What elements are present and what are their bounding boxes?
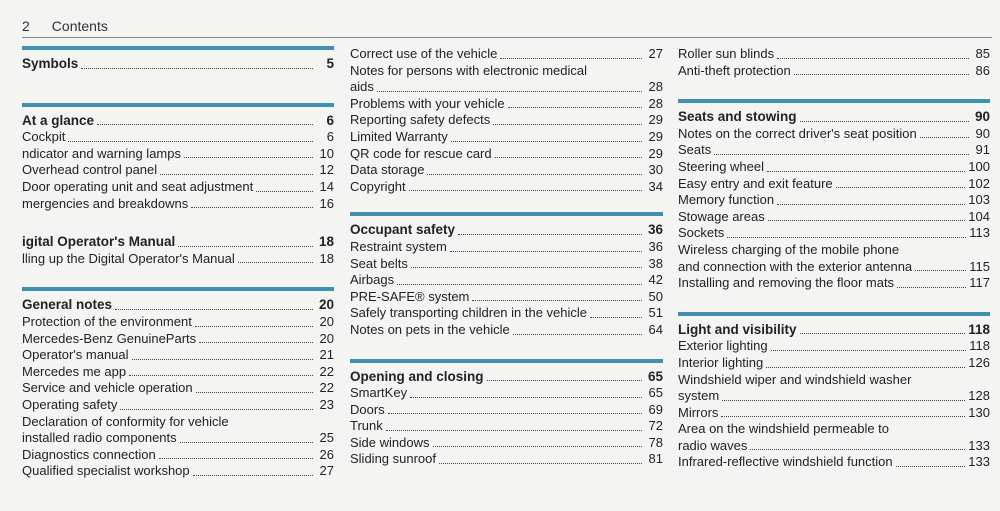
toc-page-number: 118: [968, 321, 990, 337]
toc-entry[interactable]: [22, 331, 334, 348]
toc-section-heading[interactable]: [22, 234, 334, 251]
toc-page-number: 42: [648, 272, 663, 288]
toc-section-heading[interactable]: [22, 113, 334, 130]
toc-entry-label: Limited Warranty: [350, 128, 448, 144]
toc-entry-label: Declaration of conformity for vehicle: [22, 413, 229, 429]
toc-page-number: 27: [319, 463, 334, 479]
toc-page-number: 86: [975, 62, 990, 78]
toc-page-number: 133: [968, 454, 990, 470]
toc-entry-label: Mercedes-Benz GenuineParts: [22, 330, 197, 346]
toc-entry[interactable]: [678, 454, 990, 471]
toc-entry[interactable]: [350, 289, 663, 306]
toc-page-number: 6: [326, 112, 334, 128]
toc-page-number: 20: [319, 313, 334, 329]
dot-leader: [178, 246, 313, 247]
toc-page-number: 18: [318, 234, 334, 250]
toc-entry[interactable]: [678, 159, 990, 176]
dot-leader: [132, 359, 313, 360]
dot-leader: [767, 171, 965, 172]
dot-leader: [238, 262, 313, 263]
toc-page-number: 28: [648, 79, 663, 95]
dot-leader: [493, 124, 642, 125]
toc-entry-label: Memory function: [678, 192, 775, 208]
toc-entry[interactable]: [678, 421, 990, 454]
toc-entry-label: Mirrors: [678, 404, 719, 420]
toc-page-number: 14: [319, 178, 334, 194]
dot-leader: [377, 91, 642, 92]
toc-entry[interactable]: [350, 402, 663, 419]
toc-entry-label: Notes for persons with electronic medical: [350, 62, 587, 78]
toc-page-number: 91: [975, 142, 990, 158]
dot-leader: [513, 334, 642, 335]
toc-entry-label: Overhead control panel: [22, 162, 158, 178]
dot-leader: [180, 442, 313, 443]
toc-page-number: 25: [319, 430, 334, 446]
toc-entry-label: Mercedes me app: [22, 363, 127, 379]
toc-page-number: 29: [648, 128, 663, 144]
toc-section-heading[interactable]: [678, 109, 990, 126]
toc-section: [22, 103, 334, 213]
toc-entry[interactable]: [350, 46, 663, 63]
toc-entry-label: and connection with the exterior antenna: [678, 258, 913, 274]
toc-page-number: 72: [648, 418, 663, 434]
toc-page-number: 29: [648, 145, 663, 161]
toc-page-number: 65: [648, 385, 663, 401]
toc-entry[interactable]: [678, 242, 990, 275]
toc-entry[interactable]: [22, 196, 334, 213]
dot-leader: [386, 430, 642, 431]
dot-leader: [439, 463, 642, 464]
dot-leader: [777, 204, 965, 205]
toc-entry-label: mergencies and breakdowns: [22, 195, 189, 211]
toc-entry[interactable]: [678, 176, 990, 193]
toc-entry[interactable]: [22, 380, 334, 397]
dot-leader: [897, 287, 966, 288]
toc-entry[interactable]: [678, 63, 990, 80]
toc-entry-label: Wireless charging of the mobile phone: [678, 241, 900, 257]
toc-entry-label: Infrared-reflective windshield function: [678, 454, 893, 470]
toc-entry[interactable]: [678, 355, 990, 372]
toc-section: [678, 312, 990, 471]
dot-leader: [472, 300, 642, 301]
toc-entry[interactable]: [678, 405, 990, 422]
dot-leader: [714, 154, 969, 155]
toc-entry-label: radio waves: [678, 437, 748, 453]
toc-section: [678, 99, 990, 292]
toc-entry-label: Copyright: [350, 178, 406, 194]
page-header: [22, 18, 108, 34]
toc-page-number: 103: [968, 192, 990, 208]
dot-leader: [750, 449, 965, 450]
dot-leader: [191, 207, 313, 208]
toc-entry[interactable]: [22, 179, 334, 196]
toc-entry-label: QR code for rescue card: [350, 145, 492, 161]
toc-entry-label: Safely transporting children in the vehicle: [350, 305, 588, 321]
toc-page-number: 69: [648, 401, 663, 417]
toc-entry-label: Diagnostics connection: [22, 446, 156, 462]
toc-page-number: 21: [319, 347, 334, 363]
toc-entry[interactable]: [350, 435, 663, 452]
toc-entry-label: Reporting safety defects: [350, 112, 491, 128]
header-divider: [22, 37, 992, 38]
dot-leader: [256, 191, 313, 192]
toc-page-number: 115: [969, 258, 990, 274]
toc-entry-label: Operator's manual: [22, 347, 129, 363]
toc-page-number: 30: [648, 162, 663, 178]
toc-page-number: 20: [318, 297, 334, 313]
toc-entry-label: Sockets: [678, 225, 725, 241]
dot-leader: [722, 400, 965, 401]
page-number: 2: [22, 18, 30, 34]
toc-entry[interactable]: [22, 463, 334, 480]
toc-entry-label: installed radio components: [22, 430, 177, 446]
toc-section: [678, 46, 990, 79]
toc-entry-label: Airbags: [350, 272, 395, 288]
toc-page-number: 36: [647, 222, 663, 238]
dot-leader: [794, 74, 969, 75]
dot-leader: [721, 416, 965, 417]
toc-entry[interactable]: [22, 162, 334, 179]
toc-page-number: 38: [648, 255, 663, 271]
toc-page-number: 29: [648, 112, 663, 128]
toc-heading-label: Light and visibility: [678, 321, 797, 337]
toc-entry-label: Stowage areas: [678, 208, 765, 224]
dot-leader: [159, 458, 313, 459]
toc-entry-label: Service and vehicle operation: [22, 380, 193, 396]
toc-entry-label: Interior lighting: [678, 354, 764, 370]
dot-leader: [836, 187, 966, 188]
dot-leader: [768, 220, 966, 221]
toc-heading-label: Occupant safety: [350, 222, 456, 238]
dot-leader: [896, 466, 966, 467]
toc-heading-label: Opening and closing: [350, 368, 484, 384]
toc-column-3: [678, 46, 990, 471]
toc-entry[interactable]: [678, 126, 990, 143]
toc-page-number: 81: [648, 451, 663, 467]
dot-leader: [196, 392, 313, 393]
toc-entry[interactable]: [678, 209, 990, 226]
toc-entry[interactable]: [350, 385, 663, 402]
toc-section-heading[interactable]: [22, 297, 334, 314]
toc-entry-label: Correct use of the vehicle: [350, 46, 498, 61]
dot-leader: [800, 121, 969, 122]
dot-leader: [115, 309, 313, 310]
toc-page-number: 16: [319, 195, 334, 211]
toc-entry[interactable]: [350, 239, 663, 256]
dot-leader: [727, 237, 966, 238]
toc-entry[interactable]: [350, 322, 663, 339]
toc-entry[interactable]: [22, 314, 334, 331]
toc-page-number: 22: [319, 380, 334, 396]
toc-entry[interactable]: [678, 225, 990, 242]
toc-page-number: 113: [969, 225, 990, 241]
dot-leader: [427, 174, 642, 175]
toc-entry-label: Side windows: [350, 434, 430, 450]
toc-page-number: 26: [319, 446, 334, 462]
dot-leader: [800, 333, 966, 334]
toc-entry-label: aids: [350, 79, 374, 95]
toc-entry[interactable]: [350, 129, 663, 146]
toc-page-number: 20: [319, 330, 334, 346]
toc-entry[interactable]: [678, 192, 990, 209]
toc-entry[interactable]: [350, 272, 663, 289]
toc-page-number: 22: [319, 363, 334, 379]
dot-leader: [411, 267, 642, 268]
toc-entry[interactable]: [350, 418, 663, 435]
dot-leader: [195, 326, 313, 327]
toc-page-number: 130: [968, 404, 990, 420]
dot-leader: [458, 234, 642, 235]
toc-entry[interactable]: [678, 338, 990, 355]
toc-entry[interactable]: [350, 146, 663, 163]
dot-leader: [193, 475, 313, 476]
toc-page-number: 104: [968, 208, 990, 224]
toc-page-number: 90: [974, 109, 990, 125]
toc-section-heading[interactable]: [22, 56, 334, 73]
toc-entry-label: PRE-SAFE® system: [350, 288, 470, 304]
toc-page-number: 27: [648, 46, 663, 61]
toc-entry-label: Roller sun blinds: [678, 46, 775, 61]
toc-entry[interactable]: [22, 129, 334, 146]
toc-entry[interactable]: [22, 347, 334, 364]
toc-section: [350, 359, 663, 469]
toc-entry[interactable]: [22, 414, 334, 447]
toc-page-number: 36: [648, 238, 663, 254]
toc-page-number: 65: [647, 368, 663, 384]
dot-leader: [120, 409, 313, 410]
dot-leader: [508, 107, 642, 108]
dot-leader: [81, 68, 313, 69]
page-title: Contents: [51, 18, 108, 34]
dot-leader: [409, 190, 642, 191]
toc-entry-label: Restraint system: [350, 238, 447, 254]
toc-entry-label: Problems with your vehicle: [350, 95, 505, 111]
toc-entry[interactable]: [350, 179, 663, 196]
toc-section-heading[interactable]: [678, 322, 990, 339]
dot-leader: [451, 141, 642, 142]
toc-heading-label: Seats and stowing: [678, 109, 797, 125]
toc-page-number: 50: [648, 288, 663, 304]
toc-entry[interactable]: [22, 447, 334, 464]
toc-entry-label: Operating safety: [22, 396, 118, 412]
toc-entry-label: lling up the Digital Operator's Manual: [22, 250, 235, 266]
toc-section: [22, 46, 334, 73]
toc-section: [22, 234, 334, 267]
toc-section-heading[interactable]: [350, 222, 663, 239]
toc-page-number: 34: [648, 178, 663, 194]
dot-leader: [397, 284, 642, 285]
toc-entry[interactable]: [22, 397, 334, 414]
toc-entry-label: Notes on the correct driver's seat position: [678, 125, 917, 141]
toc-page-number: 51: [648, 305, 663, 321]
toc-section: [350, 46, 663, 195]
toc-entry-label: Installing and removing the floor mats: [678, 275, 895, 291]
toc-entry-label: Seats: [678, 142, 712, 158]
toc-entry[interactable]: [678, 372, 990, 405]
dot-leader: [766, 367, 965, 368]
toc-page-number: 6: [326, 129, 334, 145]
toc-entry[interactable]: [22, 364, 334, 381]
toc-entry-label: Sliding sunroof: [350, 451, 436, 467]
toc-entry[interactable]: [678, 142, 990, 159]
toc-column-1: [22, 46, 334, 480]
toc-entry-label: Qualified specialist workshop: [22, 463, 190, 479]
dot-leader: [487, 380, 642, 381]
toc-page-number: 128: [968, 388, 990, 404]
dot-leader: [97, 124, 313, 125]
toc-entry[interactable]: [350, 96, 663, 113]
dot-leader: [199, 342, 313, 343]
toc-entry-label: Cockpit: [22, 129, 66, 145]
toc-section: [22, 287, 334, 480]
toc-page-number: 117: [969, 275, 990, 291]
toc-page-number: 133: [968, 437, 990, 453]
toc-entry-label: Exterior lighting: [678, 338, 768, 354]
toc-entry-label: Easy entry and exit feature: [678, 175, 833, 191]
toc-entry[interactable]: [678, 275, 990, 292]
toc-entry[interactable]: [350, 305, 663, 322]
dot-leader: [450, 251, 642, 252]
toc-page-number: 102: [968, 175, 990, 191]
toc-section: [350, 212, 663, 338]
toc-page-number: 90: [975, 125, 990, 141]
toc-page-number: 78: [648, 434, 663, 450]
toc-entry-label: Steering wheel: [678, 158, 764, 174]
toc-entry[interactable]: [22, 251, 334, 268]
dot-leader: [500, 58, 642, 59]
toc-page-number: 12: [319, 162, 334, 178]
dot-leader: [777, 58, 969, 59]
toc-entry-label: Anti-theft protection: [678, 62, 791, 78]
toc-page-number: 23: [319, 396, 334, 412]
toc-heading-label: General notes: [22, 297, 113, 313]
toc-entry-label: Area on the windshield permeable to: [678, 421, 890, 437]
dot-leader: [410, 397, 642, 398]
toc-entry-label: system: [678, 388, 720, 404]
toc-column-2: [350, 46, 663, 468]
toc-entry-label: Protection of the environment: [22, 313, 192, 329]
toc-page-number: 64: [648, 321, 663, 337]
toc-heading-label: At a glance: [22, 112, 95, 128]
toc-page-number: 28: [648, 95, 663, 111]
toc-entry-label: Data storage: [350, 162, 425, 178]
toc-entry[interactable]: [22, 146, 334, 163]
toc-page-number: 18: [319, 250, 334, 266]
dot-leader: [495, 157, 642, 158]
toc-heading-label: Symbols: [22, 56, 79, 71]
dot-leader: [590, 317, 642, 318]
toc-heading-label: igital Operator's Manual: [22, 234, 176, 250]
dot-leader: [160, 174, 313, 175]
toc-entry-label: Door operating unit and seat adjustment: [22, 178, 254, 194]
dot-leader: [433, 446, 643, 447]
toc-entry-label: Trunk: [350, 418, 383, 434]
dot-leader: [68, 141, 313, 142]
dot-leader: [920, 137, 969, 138]
toc-entry[interactable]: [350, 256, 663, 273]
toc-entry-label: Windshield wiper and windshield washer: [678, 371, 912, 387]
dot-leader: [129, 375, 313, 376]
dot-leader: [184, 157, 313, 158]
toc-page-number: 5: [326, 56, 334, 71]
toc-page-number: 126: [968, 354, 990, 370]
dot-leader: [388, 413, 642, 414]
toc-entry-label: ndicator and warning lamps: [22, 145, 181, 161]
toc-entry[interactable]: [350, 162, 663, 179]
toc-page-number: 100: [968, 158, 990, 174]
toc-entry-label: SmartKey: [350, 385, 408, 401]
toc-entry[interactable]: [350, 63, 663, 96]
dot-leader: [771, 350, 967, 351]
toc-entry[interactable]: [678, 46, 990, 63]
toc-entry-label: Seat belts: [350, 255, 408, 271]
toc-entry-label: Doors: [350, 401, 385, 417]
toc-page-number: 10: [319, 145, 334, 161]
dot-leader: [915, 270, 966, 271]
toc-section-heading[interactable]: [350, 369, 663, 386]
toc-page-number: 85: [975, 46, 990, 61]
toc-entry[interactable]: [350, 451, 663, 468]
toc-page-number: 118: [969, 338, 990, 354]
toc-entry-label: Notes on pets in the vehicle: [350, 321, 510, 337]
toc-entry[interactable]: [350, 112, 663, 129]
